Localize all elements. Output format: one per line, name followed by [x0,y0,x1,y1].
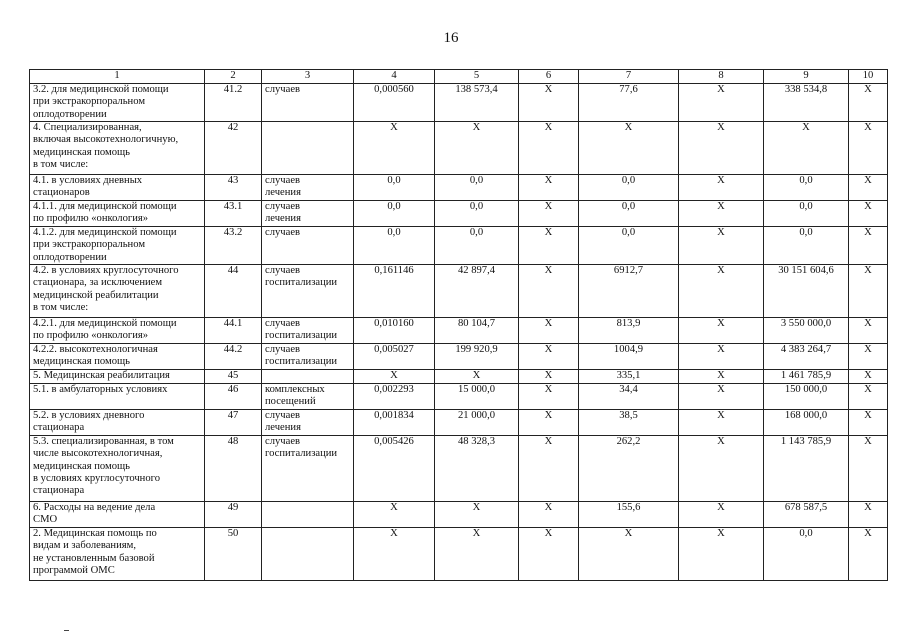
row-unit [262,528,354,581]
row-label [30,344,205,370]
cell-c5: 199 920,9 [435,344,519,370]
cell-c6: X [519,265,579,318]
cell-line: 5.3. специализированная, в том [33,436,174,447]
cell-c10: X [849,227,888,265]
cell-c6: X [519,502,579,528]
cell-c7: X [579,528,679,581]
row-code: 43.2 [205,227,262,265]
cell-c10: X [849,370,888,384]
cell-c8: X [679,384,764,410]
row-unit [262,122,354,175]
cell-c5: X [435,502,519,528]
row-unit [262,436,354,502]
cell-line: госпитализации [265,356,338,368]
cell-line: не установленным базовой [33,552,155,564]
cell-c8: X [679,122,764,175]
cell-c4: 0,0 [354,201,435,227]
cell-c7: 38,5 [579,410,679,436]
row-label [30,370,205,384]
row-label [30,436,205,502]
cell-c9: 0,0 [764,175,849,201]
cell-line: в том числе: [33,158,89,170]
cell-line: случаев [265,436,301,447]
cell-c10: X [849,344,888,370]
cell-line: 4.1.1. для медицинской помощи [33,201,177,212]
cell-c8: X [679,344,764,370]
cell-line: стационара, за исключением [33,277,163,289]
cell-c10: X [849,175,888,201]
table-row [30,384,888,410]
cell-c8: X [679,436,764,502]
cell-c7: 77,6 [579,84,679,122]
cell-c8: X [679,410,764,436]
cell-line: 2. Медицинская помощь по [33,528,157,539]
cell-line: медицинская помощь [33,356,130,368]
row-label [30,384,205,410]
row-code: 49 [205,502,262,528]
cell-c9: X [764,122,849,175]
cell-c4: 0,000560 [354,84,435,122]
cell-line: в условиях круглосуточного [33,472,161,484]
row-unit [262,227,354,265]
cell-c8: X [679,227,764,265]
cell-line: стационаров [33,187,90,199]
row-code: 42 [205,122,262,175]
cell-c7: 0,0 [579,201,679,227]
cell-line: 5.1. в амбулаторных условиях [33,384,168,395]
row-code: 46 [205,384,262,410]
row-code: 47 [205,410,262,436]
cell-line: случаев [265,265,301,276]
cell-line: случаев [265,344,301,355]
cell-line: при экстракорпоральном [33,96,146,108]
cell-line: 3.2. для медицинской помощи [33,84,169,95]
cell-c4: 0,0 [354,175,435,201]
cell-c6: X [519,175,579,201]
cell-line: медицинской реабилитации [33,289,159,301]
table-row [30,227,888,265]
row-label [30,502,205,528]
table-row [30,84,888,122]
cell-line: случаев [265,201,301,212]
cell-c7: 155,6 [579,502,679,528]
cell-c9: 0,0 [764,528,849,581]
column-header: 9 [764,70,849,84]
cell-c8: X [679,318,764,344]
column-header: 3 [262,70,354,84]
column-header: 2 [205,70,262,84]
row-code: 50 [205,528,262,581]
table-row [30,265,888,318]
row-code: 44.1 [205,318,262,344]
cell-line: видам и заболеваниям, [33,540,136,552]
cell-line: включая высокотехнологичную, [33,134,179,146]
cell-c9: 4 383 264,7 [764,344,849,370]
cell-line: медицинская помощь [33,146,130,158]
cell-line: по профилю «онкология» [33,213,149,225]
cell-c5: 48 328,3 [435,436,519,502]
cell-c5: 42 897,4 [435,265,519,318]
column-header: 1 [30,70,205,84]
table-row [30,436,888,502]
table-row [30,318,888,344]
cell-c10: X [849,122,888,175]
cell-c6: X [519,384,579,410]
cell-c7: 6912,7 [579,265,679,318]
cell-c6: X [519,528,579,581]
row-code: 44 [205,265,262,318]
cell-c5: 21 000,0 [435,410,519,436]
cell-line: 5. Медицинская реабилитация [33,370,170,381]
cell-c7: X [579,122,679,175]
cell-line: случаев [265,175,301,186]
row-unit [262,370,354,384]
cell-line: СМО [33,514,58,526]
cell-c4: 0,005027 [354,344,435,370]
row-unit [262,410,354,436]
cell-line: госпитализации [265,448,338,460]
cell-line: комплексных [265,384,325,395]
cell-c8: X [679,265,764,318]
cell-c6: X [519,227,579,265]
row-label [30,528,205,581]
cell-line: случаев [265,84,301,95]
cell-c7: 34,4 [579,384,679,410]
cell-c9: 0,0 [764,201,849,227]
cell-c6: X [519,410,579,436]
cell-c9: 168 000,0 [764,410,849,436]
cell-line: оплодотворении [33,251,107,263]
cell-c10: X [849,318,888,344]
row-code: 44.2 [205,344,262,370]
row-unit [262,201,354,227]
cell-line: 5.2. в условиях дневного [33,410,145,421]
cell-c10: X [849,436,888,502]
cell-c10: X [849,410,888,436]
table-header-row [30,70,888,84]
table-row [30,528,888,581]
cell-c9: 30 151 604,6 [764,265,849,318]
cell-c4: 0,002293 [354,384,435,410]
cell-c8: X [679,201,764,227]
cell-line: оплодотворении [33,108,107,120]
cell-line: случаев [265,410,301,421]
cell-c10: X [849,502,888,528]
row-code: 43 [205,175,262,201]
cell-c9: 338 534,8 [764,84,849,122]
cell-c6: X [519,370,579,384]
row-code: 43.1 [205,201,262,227]
cell-c10: X [849,384,888,410]
row-unit [262,344,354,370]
cell-c6: X [519,436,579,502]
cell-line: в том числе: [33,301,89,313]
cell-c5: X [435,528,519,581]
cell-c5: 15 000,0 [435,384,519,410]
cell-c10: X [849,265,888,318]
cell-c8: X [679,84,764,122]
cell-line: стационара [33,422,85,434]
cell-c10: X [849,201,888,227]
column-header: 4 [354,70,435,84]
row-label [30,410,205,436]
cell-line: 6. Расходы на ведение дела [33,502,156,513]
cell-line: 4.2.1. для медицинской помощи [33,318,177,329]
row-unit [262,265,354,318]
row-label [30,84,205,122]
cell-c5: X [435,370,519,384]
cell-c8: X [679,370,764,384]
cell-c8: X [679,175,764,201]
cell-c9: 1 143 785,9 [764,436,849,502]
row-label [30,122,205,175]
page-number: 16 [443,30,459,46]
cell-c4: 0,161146 [354,265,435,318]
cell-c4: X [354,122,435,175]
column-header: 8 [679,70,764,84]
cell-c9: 1 461 785,9 [764,370,849,384]
cell-line: лечения [265,187,301,199]
row-code: 45 [205,370,262,384]
cell-line: лечения [265,422,301,434]
cell-c4: X [354,528,435,581]
cell-c7: 262,2 [579,436,679,502]
row-label [30,318,205,344]
row-code: 48 [205,436,262,502]
column-header: 6 [519,70,579,84]
cell-line: стационара [33,485,85,497]
cell-c4: X [354,502,435,528]
cell-c4: 0,001834 [354,410,435,436]
row-unit [262,175,354,201]
table-row [30,175,888,201]
cell-line: случаев [265,227,301,238]
row-label [30,227,205,265]
cell-line: программой ОМС [33,564,115,576]
cell-c4: 0,005426 [354,436,435,502]
cell-c9: 150 000,0 [764,384,849,410]
cell-c6: X [519,201,579,227]
column-header: 5 [435,70,519,84]
cell-c9: 678 587,5 [764,502,849,528]
cell-c10: X [849,528,888,581]
cell-c6: X [519,122,579,175]
cell-c5: 0,0 [435,227,519,265]
cell-line: медицинская помощь [33,460,130,472]
row-code: 41.2 [205,84,262,122]
cell-c7: 1004,9 [579,344,679,370]
table-row [30,201,888,227]
cell-c7: 335,1 [579,370,679,384]
row-label [30,265,205,318]
cell-line: по профилю «онкология» [33,330,149,342]
cell-c6: X [519,344,579,370]
cell-c4: 0,010160 [354,318,435,344]
cell-line: при экстракорпоральном [33,239,146,251]
cell-c5: 0,0 [435,175,519,201]
cell-c5: 138 573,4 [435,84,519,122]
cell-c8: X [679,528,764,581]
cell-c10: X [849,84,888,122]
data-table [29,69,888,581]
table-row [30,122,888,175]
cell-c6: X [519,318,579,344]
cell-line: лечения [265,213,301,225]
cell-c4: 0,0 [354,227,435,265]
footer-dash [64,630,69,631]
table-row [30,502,888,528]
cell-line: 4. Специализированная, [33,122,142,133]
cell-c9: 0,0 [764,227,849,265]
cell-c8: X [679,502,764,528]
row-label [30,201,205,227]
row-unit [262,318,354,344]
cell-c6: X [519,84,579,122]
cell-line: 4.2.2. высокотехнологичная [33,344,158,355]
cell-c9: 3 550 000,0 [764,318,849,344]
row-unit [262,84,354,122]
cell-line: числе высокотехнологичная, [33,448,163,460]
row-label [30,175,205,201]
cell-line: госпитализации [265,330,338,342]
cell-c4: X [354,370,435,384]
row-unit [262,384,354,410]
cell-line: 4.1.2. для медицинской помощи [33,227,177,238]
cell-line: случаев [265,318,301,329]
cell-line: госпитализации [265,277,338,289]
table-row [30,410,888,436]
cell-c5: X [435,122,519,175]
cell-c7: 813,9 [579,318,679,344]
table-row [30,344,888,370]
table-row [30,370,888,384]
cell-c5: 80 104,7 [435,318,519,344]
cell-c5: 0,0 [435,201,519,227]
row-unit [262,502,354,528]
cell-line: посещений [265,396,316,408]
column-header: 7 [579,70,679,84]
cell-line: 4.1. в условиях дневных [33,175,143,186]
cell-c7: 0,0 [579,175,679,201]
cell-c7: 0,0 [579,227,679,265]
cell-line: 4.2. в условиях круглосуточного [33,265,179,276]
column-header: 10 [849,70,888,84]
